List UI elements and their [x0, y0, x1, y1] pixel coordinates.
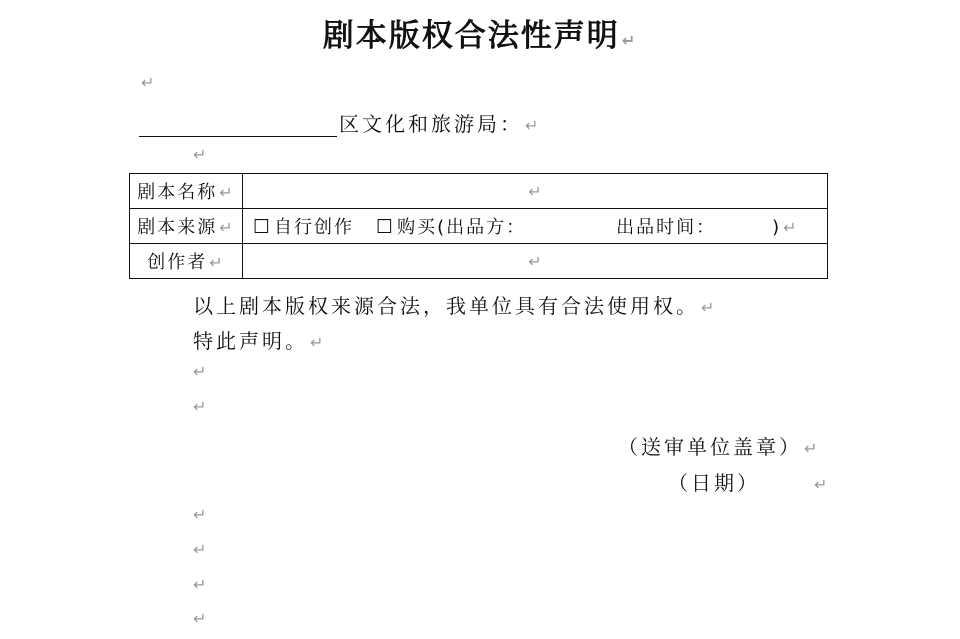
release-time-label: 出品时间：: [616, 217, 717, 238]
paragraph-mark-icon: ↵: [814, 475, 831, 494]
date-line: （日期） ↵: [668, 471, 831, 495]
script-name-value[interactable]: [243, 174, 828, 209]
paragraph-mark-icon: ↵: [804, 439, 821, 458]
paragraph-mark-icon: ↵: [209, 253, 225, 272]
addressee-suffix: 区文化和旅游局：: [339, 112, 523, 136]
script-name-label: 剧本名称 ↵: [130, 174, 243, 209]
paragraph-mark-icon: ↵: [193, 397, 207, 416]
paragraph-mark-icon: ↵: [193, 540, 207, 559]
checkbox-purchased[interactable]: ☐: [376, 216, 396, 238]
paragraph-mark-icon: ↵: [783, 218, 799, 237]
title-text: 剧本版权合法性声明: [322, 18, 620, 54]
statement-line-2: 特此声明。 ↵: [193, 329, 327, 353]
paragraph-mark-icon: ↵: [193, 362, 207, 381]
paragraph-mark-icon: ↵: [141, 73, 155, 92]
author-value[interactable]: [243, 244, 828, 279]
author-label: 创作者 ↵: [130, 244, 243, 279]
script-source-label: 剧本来源 ↵: [130, 209, 243, 244]
paragraph-mark-icon: ↵: [701, 298, 718, 317]
script-info-table: [129, 173, 828, 279]
checkbox-self-created[interactable]: ☐: [253, 216, 273, 238]
paragraph-mark-icon: ↵: [193, 145, 207, 164]
table-row: [130, 209, 828, 244]
statement-line-1: 以上剧本版权来源合法，我单位具有合法使用权。 ↵: [193, 294, 718, 318]
close-paren: ): [772, 217, 782, 238]
paragraph-mark-icon: ↵: [219, 183, 235, 202]
table-row: [130, 244, 828, 279]
paragraph-mark-icon: ↵: [310, 333, 327, 352]
paragraph-mark-icon: ↵: [525, 116, 542, 135]
option-buy-label: 购买(出品方：: [397, 217, 527, 238]
option-self-label: 自行创作: [274, 217, 355, 238]
addressee-line: [139, 108, 541, 137]
paragraph-mark-icon: ↵: [219, 218, 235, 237]
paragraph-mark-icon: ↵: [528, 251, 544, 271]
script-source-value: [243, 209, 828, 244]
table-row: [130, 174, 828, 209]
seal-line: （送审单位盖章） ↵: [618, 435, 821, 459]
document-title: [0, 10, 960, 55]
paragraph-mark-icon: ↵: [621, 31, 638, 50]
paragraph-mark-icon: ↵: [193, 505, 207, 524]
paragraph-mark-icon: ↵: [193, 575, 207, 594]
paragraph-mark-icon: ↵: [193, 609, 207, 628]
paragraph-mark-icon: ↵: [528, 181, 544, 201]
addressee-blank[interactable]: [139, 114, 337, 137]
